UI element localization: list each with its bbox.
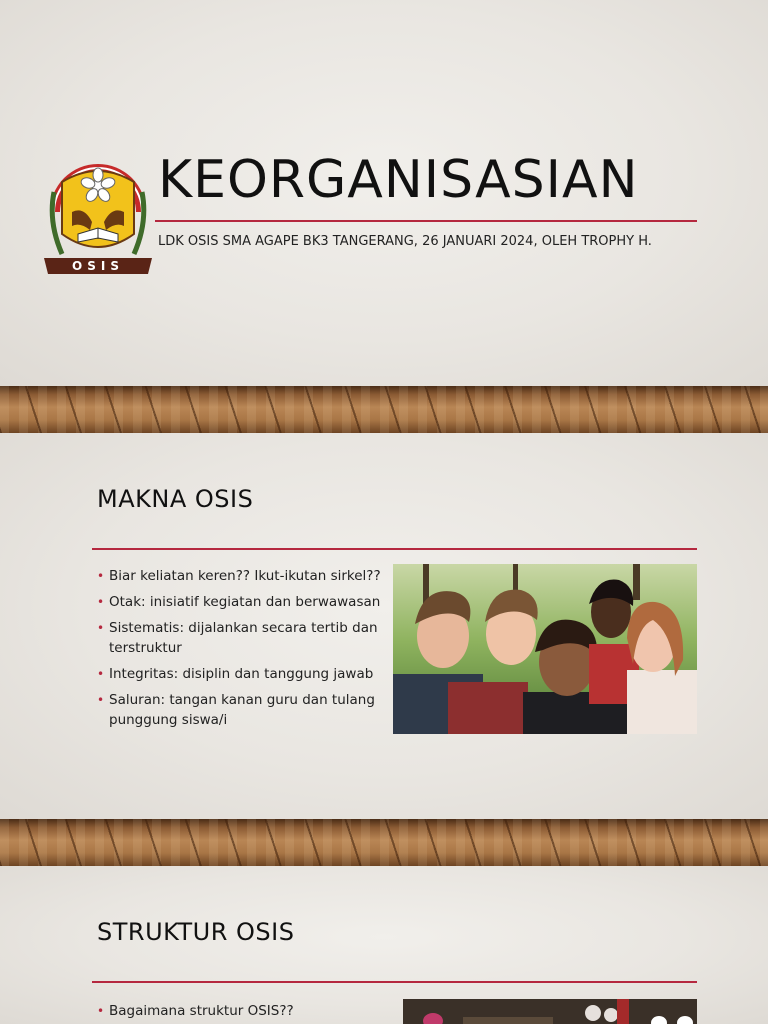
bullet-icon: • xyxy=(97,693,105,707)
slide-struktur-osis xyxy=(0,866,768,1024)
list-item xyxy=(97,664,382,684)
bullet-list xyxy=(97,566,382,736)
logo-text: OSIS xyxy=(72,259,124,273)
title-divider xyxy=(155,220,697,222)
bullet-icon: • xyxy=(97,667,105,681)
list-item-text: Sistematis: dijalankan secara tertib dan terstruktur xyxy=(109,620,378,656)
wood-floor-divider xyxy=(0,386,768,433)
bullet-icon: • xyxy=(97,1004,105,1018)
list-item xyxy=(97,690,382,730)
bullet-icon: • xyxy=(97,569,105,583)
list-item xyxy=(97,618,382,658)
slide-heading: MAKNA OSIS xyxy=(97,485,254,513)
list-item-text: Saluran: tangan kanan guru dan tulang punggung siswa/i xyxy=(109,692,375,728)
list-item xyxy=(97,592,382,612)
list-item-text: Otak: inisiatif kegiatan dan berwawasan xyxy=(109,594,381,610)
bullet-icon: • xyxy=(97,621,105,635)
bullet-list xyxy=(97,1001,382,1024)
page-subtitle: LDK OSIS SMA AGAPE BK3 TANGERANG, 26 JANUARI 2024, OLEH TROPHY H. xyxy=(158,234,652,249)
slide-title xyxy=(0,0,768,386)
slide-heading: STRUKTUR OSIS xyxy=(97,918,295,946)
event-crowd-photo xyxy=(403,999,697,1024)
list-item-text: Biar keliatan keren?? Ikut-ikutan sirkel?? xyxy=(109,568,381,584)
heading-divider xyxy=(92,981,697,983)
list-item xyxy=(97,1001,382,1021)
list-item-text: Bagaimana struktur OSIS?? xyxy=(109,1003,294,1019)
wood-floor-divider xyxy=(0,819,768,866)
slide-makna-osis xyxy=(0,433,768,819)
heading-divider xyxy=(92,548,697,550)
list-item-text: Integritas: disiplin dan tanggung jawab xyxy=(109,666,374,682)
group-selfie-photo xyxy=(393,564,697,734)
osis-emblem-icon xyxy=(40,142,156,280)
list-item xyxy=(97,566,382,586)
page-title: KEORGANISASIAN xyxy=(158,150,639,210)
bullet-icon: • xyxy=(97,595,105,609)
